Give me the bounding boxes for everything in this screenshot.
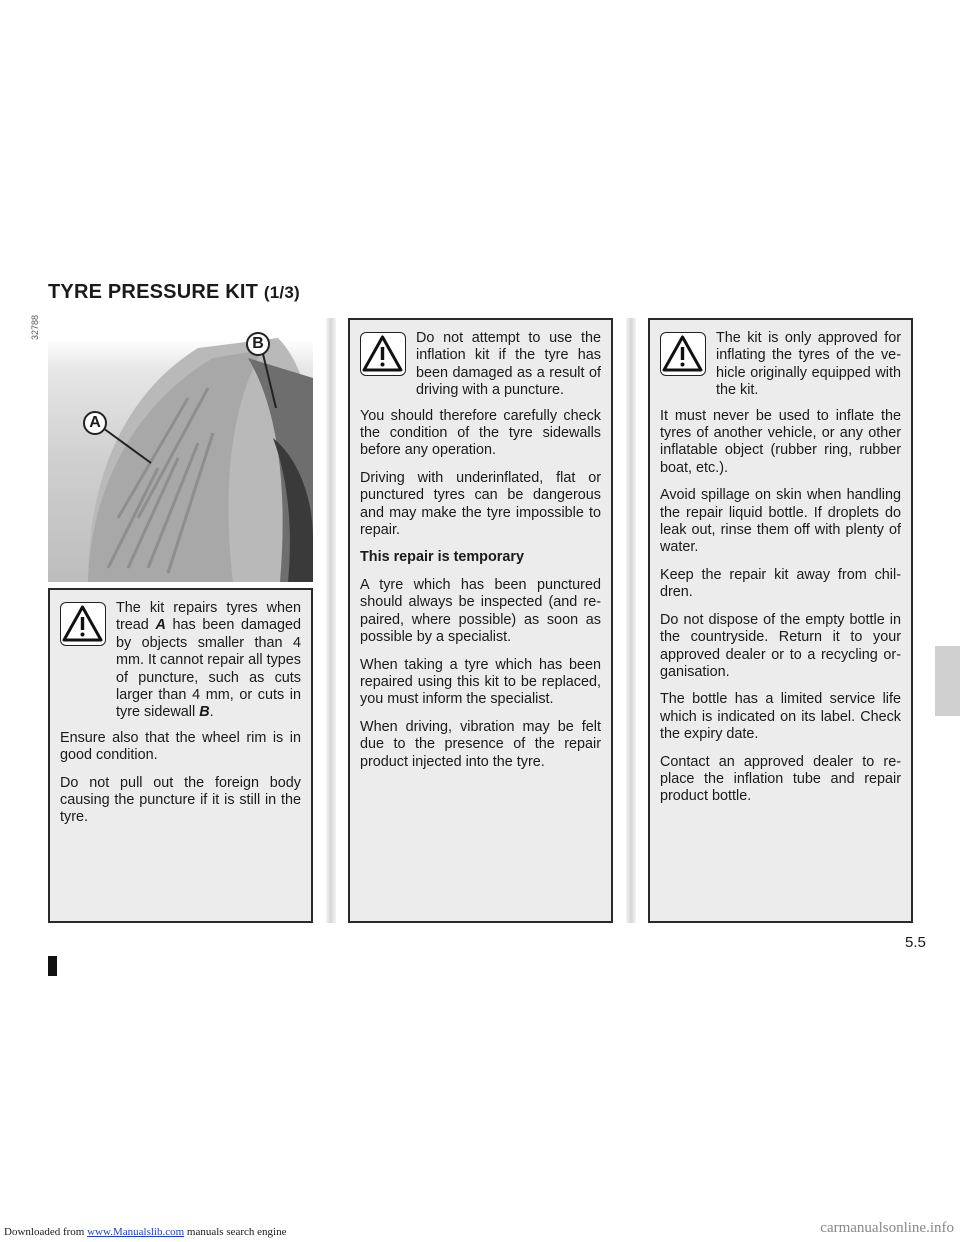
warning-box-left	[48, 588, 313, 923]
warning-lead-text: Do not attempt to use the inflation kit if the tyre has been damaged as a result of driving with a puncture.	[416, 330, 601, 399]
page-part: (1/3)	[263, 283, 300, 302]
paragraph: Do not dispose of the empty bottle in the countryside. Return it to your approved dealer or to a recycling organisation.	[660, 611, 901, 680]
paragraph: It must never be used to inflate the tyres of another vehicle, or any other inflatable object (rubber ring, rubber boat, etc.).	[660, 407, 901, 476]
watermark: carmanualsonline.info	[820, 1220, 954, 1236]
image-reference-code: 32788	[30, 314, 40, 340]
warning-box-right	[648, 318, 913, 923]
section-tab	[935, 646, 960, 716]
paragraph: The bottle has a limited service life which is indicated on its label. Check the expiry date.	[660, 691, 901, 743]
warning-triangle-icon	[660, 332, 706, 376]
paragraph: Driving with underinflated, flat or punctured tyres can be dangerous and may make the tyre impossible to repair.	[360, 469, 601, 539]
bold-heading: This repair is temporary	[360, 549, 524, 566]
page-title: TYRE PRESSURE KIT (1/3)	[48, 281, 300, 303]
callout-b: B	[246, 332, 270, 356]
paragraph: Ensure also that the wheel rim is in good condition.	[60, 729, 301, 764]
column-divider	[326, 318, 336, 923]
tyre-illustration	[48, 318, 313, 582]
column-divider	[626, 318, 636, 923]
edge-marker	[48, 956, 57, 976]
warning-box-middle	[348, 318, 613, 923]
download-footer: Downloaded from www.Manualslib.com manuals search engine	[4, 1226, 287, 1238]
paragraph: When taking a tyre which has been repaired using this kit to be replaced, you must inform the specialist.	[360, 656, 601, 708]
warning-lead-text: The kit is only approved for inflating the tyres of the vehicle originally equipped with the kit.	[716, 330, 901, 399]
paragraph: Keep the repair kit away from children.	[660, 566, 901, 601]
warning-lead-text: The kit repairs tyres when tread A has been damaged by objects smaller than 4 mm. It cannot repair all types of puncture, such as cuts larger than 4 mm, or cuts in tyre sidewall B.	[116, 600, 301, 721]
paragraph: A tyre which has been punctured should always be inspected (and repaired, where possible) as soon as possible by a specialist.	[360, 576, 601, 646]
manualslib-link[interactable]: www.Manualslib.com	[87, 1226, 185, 1238]
paragraph: Avoid spillage on skin when handling the repair liquid bottle. If droplets do leak out, rinse them off with plenty of water.	[660, 487, 901, 556]
paragraph: Contact an approved dealer to replace the inflation tube and repair product bottle.	[660, 753, 901, 805]
tyre-photo	[48, 318, 313, 582]
paragraph: You should therefore carefully check the condition of the tyre sidewalls before any operation.	[360, 407, 601, 459]
page-number: 5.5	[905, 934, 926, 951]
warning-triangle-icon	[60, 602, 106, 646]
paragraph: When driving, vibration may be felt due to the presence of the repair product injected into the tyre.	[360, 718, 601, 770]
paragraph: Do not pull out the foreign body causing the puncture if it is still in the tyre.	[60, 774, 301, 826]
callout-a: A	[83, 411, 107, 435]
warning-triangle-icon	[360, 332, 406, 376]
